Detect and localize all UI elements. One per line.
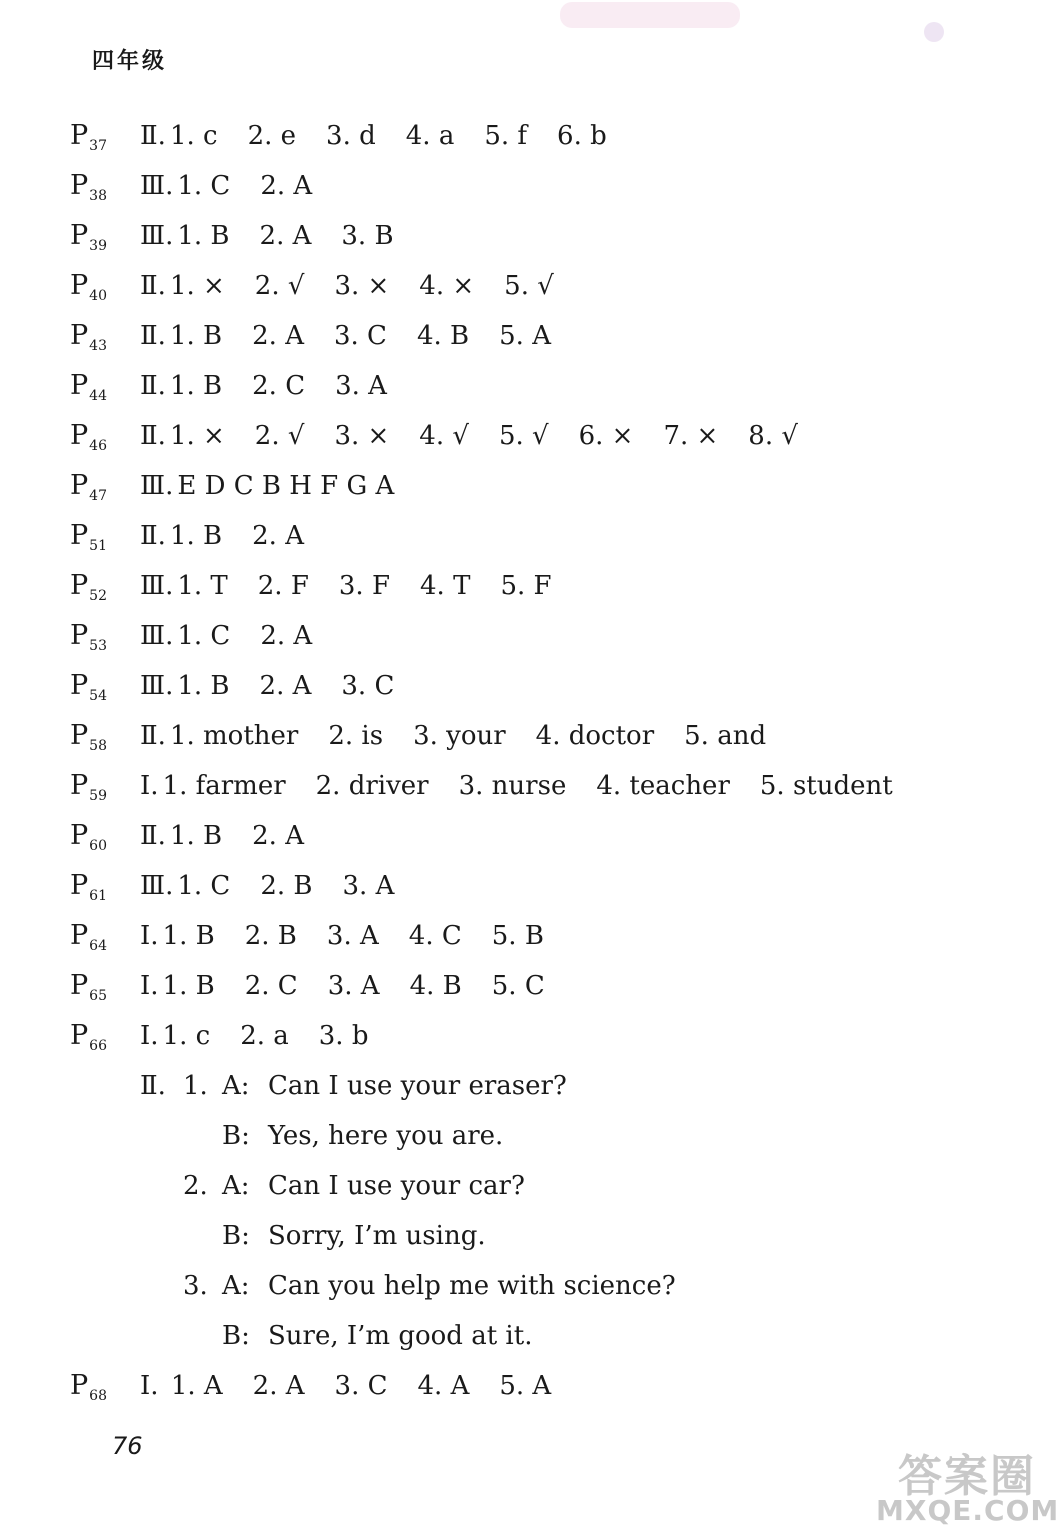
page-ref-number: 43 <box>89 338 107 354</box>
answer-item: 3. × <box>334 271 390 301</box>
section-roman: Ⅱ. <box>140 321 166 351</box>
page-ref-number: 53 <box>89 638 107 654</box>
page-ref: $P_{66}$ <box>70 1020 107 1054</box>
answer-item: 4. A <box>417 1371 470 1401</box>
answer-item: 3. your <box>413 721 506 751</box>
section-roman: Ⅲ. <box>140 871 174 901</box>
answer-item: 3. C <box>341 671 395 701</box>
page-ref: $P_{58}$ <box>70 720 107 754</box>
answer-line <box>140 1366 551 1406</box>
section-roman: Ⅲ. <box>140 671 174 701</box>
section-roman: Ⅲ. <box>140 621 174 651</box>
page-ref: $P_{60}$ <box>70 820 107 854</box>
answer-item: 2. A <box>260 621 313 651</box>
answer-line <box>140 116 607 156</box>
page-ref-number: 59 <box>89 788 107 804</box>
answer-item: 5. A <box>499 1371 552 1401</box>
answer-item: 4. C <box>408 921 462 951</box>
answer-item: 2. A <box>260 171 313 201</box>
section-roman: Ⅰ. <box>140 1021 159 1051</box>
page-ref-number: 60 <box>89 838 107 854</box>
answer-item: 2. A <box>252 821 304 851</box>
section-roman: Ⅰ. <box>140 971 159 1001</box>
answer-item: 3. B <box>341 221 394 251</box>
answer-item: 5. f <box>484 121 528 151</box>
answer-item: 5. student <box>759 771 893 801</box>
page-ref: $P_{64}$ <box>70 920 107 954</box>
answer-line <box>140 466 394 506</box>
section-roman: Ⅱ. <box>140 271 166 301</box>
page-ref-number: 47 <box>89 488 107 504</box>
answer-item: 1. B <box>177 221 230 251</box>
answer-item: 2. C <box>252 371 306 401</box>
answer-item: 7. × <box>663 421 719 451</box>
answer-item: 2. a <box>240 1021 289 1051</box>
answer-item: 3. A <box>342 871 395 901</box>
answer-item: 5. and <box>684 721 767 751</box>
answer-line <box>140 766 893 806</box>
answer-item: 2. C <box>244 971 298 1001</box>
dialogue-speaker: B: <box>222 1121 250 1151</box>
paper-stain <box>560 2 740 28</box>
page-ref-number: 66 <box>89 1038 107 1054</box>
answer-item: 6. b <box>557 121 607 151</box>
section-roman: Ⅲ. <box>140 221 174 251</box>
answer-item: 8. √ <box>748 421 798 451</box>
section-roman: Ⅱ. <box>140 371 166 401</box>
answer-line <box>140 1016 368 1056</box>
answer-item: 1. c <box>162 1021 211 1051</box>
page-ref-number: 65 <box>89 988 107 1004</box>
page-ref: $P_{52}$ <box>70 570 107 604</box>
answer-line <box>140 166 312 206</box>
answer-item: 2. F <box>257 571 309 601</box>
answer-line <box>140 966 545 1006</box>
answer-item: 5. C <box>491 971 545 1001</box>
section-roman: Ⅰ. <box>140 921 159 951</box>
answer-item: E D C B H F G A <box>177 471 395 501</box>
answer-item: 1. B <box>169 321 223 351</box>
page-ref: $P_{37}$ <box>70 120 107 154</box>
answer-line <box>140 216 394 256</box>
answer-item: 1. mother <box>169 721 299 751</box>
dialogue-speaker: B: <box>222 1321 250 1351</box>
answer-item: 2. B <box>244 921 297 951</box>
answer-item: 2. √ <box>254 271 305 301</box>
dialogue-text: Yes, here you are. <box>268 1121 504 1151</box>
section-roman: Ⅲ. <box>140 171 174 201</box>
answer-item: 3. A <box>326 921 379 951</box>
page-ref-number: 44 <box>89 388 107 404</box>
answer-item: 4. T <box>420 571 471 601</box>
page-ref: $P_{65}$ <box>70 970 107 1004</box>
answer-item: 1. C <box>177 621 231 651</box>
section-roman: Ⅲ. <box>140 471 174 501</box>
dialogue-text: Can I use your car? <box>268 1171 525 1201</box>
dialogue-speaker: B: <box>222 1221 250 1251</box>
page-ref-number: 39 <box>89 238 107 254</box>
watermark-url: MXQE.COM <box>876 1494 1060 1527</box>
answer-item: 1. × <box>169 271 225 301</box>
answer-item: 3. × <box>334 421 390 451</box>
answer-item: 2. A <box>252 321 304 351</box>
answer-item: 4. doctor <box>535 721 655 751</box>
page-ref-number: 46 <box>89 438 107 454</box>
answer-item: 4. a <box>405 121 455 151</box>
answer-item: 1. A <box>170 1371 223 1401</box>
answer-item: 3. A <box>335 371 387 401</box>
answer-line <box>140 416 798 456</box>
page-ref-number: 58 <box>89 738 107 754</box>
page-ref: $P_{40}$ <box>70 270 107 304</box>
page-ref-number: 54 <box>89 688 107 704</box>
answer-item: 2. A <box>252 521 304 551</box>
dialogue-speaker: A: <box>222 1171 250 1201</box>
page-ref-number: 40 <box>89 288 107 304</box>
answer-item: 6. × <box>578 421 634 451</box>
dialogue-speaker: A: <box>222 1071 250 1101</box>
dialogue-speaker: A: <box>222 1271 250 1301</box>
answer-line <box>140 366 387 406</box>
answer-item: 1. c <box>169 121 218 151</box>
answer-line <box>140 266 554 306</box>
answer-item: 4. teacher <box>596 771 730 801</box>
answer-item: 1. T <box>177 571 228 601</box>
page-ref-number: 37 <box>89 138 107 154</box>
paper-spot <box>924 22 944 42</box>
answer-line <box>140 816 304 856</box>
answer-item: 1. farmer <box>162 771 286 801</box>
answer-item: 1. B <box>169 371 223 401</box>
answer-item: 3. d <box>326 121 376 151</box>
answer-item: 1. C <box>177 871 231 901</box>
page-ref-number: 64 <box>89 938 107 954</box>
answer-item: 1. B <box>177 671 230 701</box>
answer-item: 1. B <box>169 821 223 851</box>
answer-item: 3. C <box>334 1371 388 1401</box>
answer-item: 5. √ <box>498 421 549 451</box>
page-ref: $P_{68}$ <box>70 1370 107 1404</box>
answer-item: 3. F <box>338 571 391 601</box>
dialogue-text: Sorry, I’m using. <box>268 1221 486 1251</box>
answer-line <box>140 866 394 906</box>
page-ref-number: 51 <box>89 538 107 554</box>
answer-item: 2. A <box>252 1371 305 1401</box>
answer-item: 4. B <box>409 971 462 1001</box>
answer-item: 2. driver <box>315 771 429 801</box>
page-ref-number: 61 <box>89 888 107 904</box>
page-ref: $P_{54}$ <box>70 670 107 704</box>
answer-item: 1. B <box>162 971 215 1001</box>
answer-item: 2. e <box>247 121 297 151</box>
page-ref: $P_{47}$ <box>70 470 107 504</box>
answer-line <box>140 666 394 706</box>
page-ref: $P_{39}$ <box>70 220 107 254</box>
answer-item: 5. F <box>500 571 552 601</box>
answer-item: 1. C <box>177 171 231 201</box>
answer-line <box>140 916 544 956</box>
answer-item: 2. A <box>259 671 312 701</box>
page-ref: $P_{53}$ <box>70 620 107 654</box>
answer-item: 2. √ <box>254 421 305 451</box>
section-roman: Ⅱ. <box>140 521 166 551</box>
section-roman: Ⅰ. <box>140 771 159 801</box>
dialogue-number: 3. <box>183 1271 208 1301</box>
page-ref: $P_{43}$ <box>70 320 107 354</box>
page-ref: $P_{61}$ <box>70 870 107 904</box>
watermark <box>876 1440 1060 1530</box>
answer-item: 1. B <box>169 521 223 551</box>
page-ref-number: 68 <box>89 1388 107 1404</box>
answer-line <box>140 316 551 356</box>
page-ref: $P_{51}$ <box>70 520 107 554</box>
dialogue-text: Can you help me with science? <box>268 1271 676 1301</box>
page-ref: $P_{44}$ <box>70 370 107 404</box>
answer-item: 4. B <box>416 321 470 351</box>
answer-item: 3. C <box>333 321 387 351</box>
answer-line <box>140 616 312 656</box>
dialogue-text: Sure, I’m good at it. <box>268 1321 533 1351</box>
section-roman: Ⅱ. <box>140 421 166 451</box>
answer-item: 2. is <box>328 721 384 751</box>
page-number: 76 <box>112 1432 143 1460</box>
answer-item: 5. √ <box>504 271 554 301</box>
page-ref-number: 38 <box>89 188 107 204</box>
answer-item: 2. B <box>260 871 313 901</box>
page-ref: $P_{38}$ <box>70 170 107 204</box>
answer-item: 2. A <box>259 221 312 251</box>
section-roman: Ⅲ. <box>140 571 174 601</box>
section-roman: Ⅱ. <box>140 721 166 751</box>
answer-item: 3. A <box>327 971 380 1001</box>
grade-label: 四年级 <box>92 48 168 74</box>
section-roman: Ⅱ. <box>140 821 166 851</box>
answer-item: 4. √ <box>419 421 469 451</box>
answer-items <box>171 1371 551 1401</box>
answer-item: 1. B <box>162 921 215 951</box>
answer-line <box>140 516 304 556</box>
dialogue-text: Can I use your eraser? <box>268 1071 567 1101</box>
answer-item: 4. × <box>419 271 475 301</box>
answer-item: 5. B <box>491 921 544 951</box>
page-ref: $P_{59}$ <box>70 770 107 804</box>
section-roman: Ⅱ. <box>140 121 166 151</box>
dialogue-number: 1. <box>183 1071 208 1101</box>
answer-item: 1. × <box>169 421 225 451</box>
answer-item: 3. nurse <box>458 771 567 801</box>
page-ref-number: 52 <box>89 588 107 604</box>
answer-line <box>140 566 552 606</box>
answer-item: 5. A <box>499 321 551 351</box>
page-ref: $P_{46}$ <box>70 420 107 454</box>
answer-item: 3. b <box>318 1021 369 1051</box>
answer-line <box>140 716 766 756</box>
watermark-logo: 答案圈 <box>898 1451 1036 1502</box>
dialogue-number: 2. <box>183 1171 208 1201</box>
section-roman: Ⅰ. <box>140 1371 159 1401</box>
dialogue-section-roman: Ⅱ. <box>140 1071 166 1101</box>
